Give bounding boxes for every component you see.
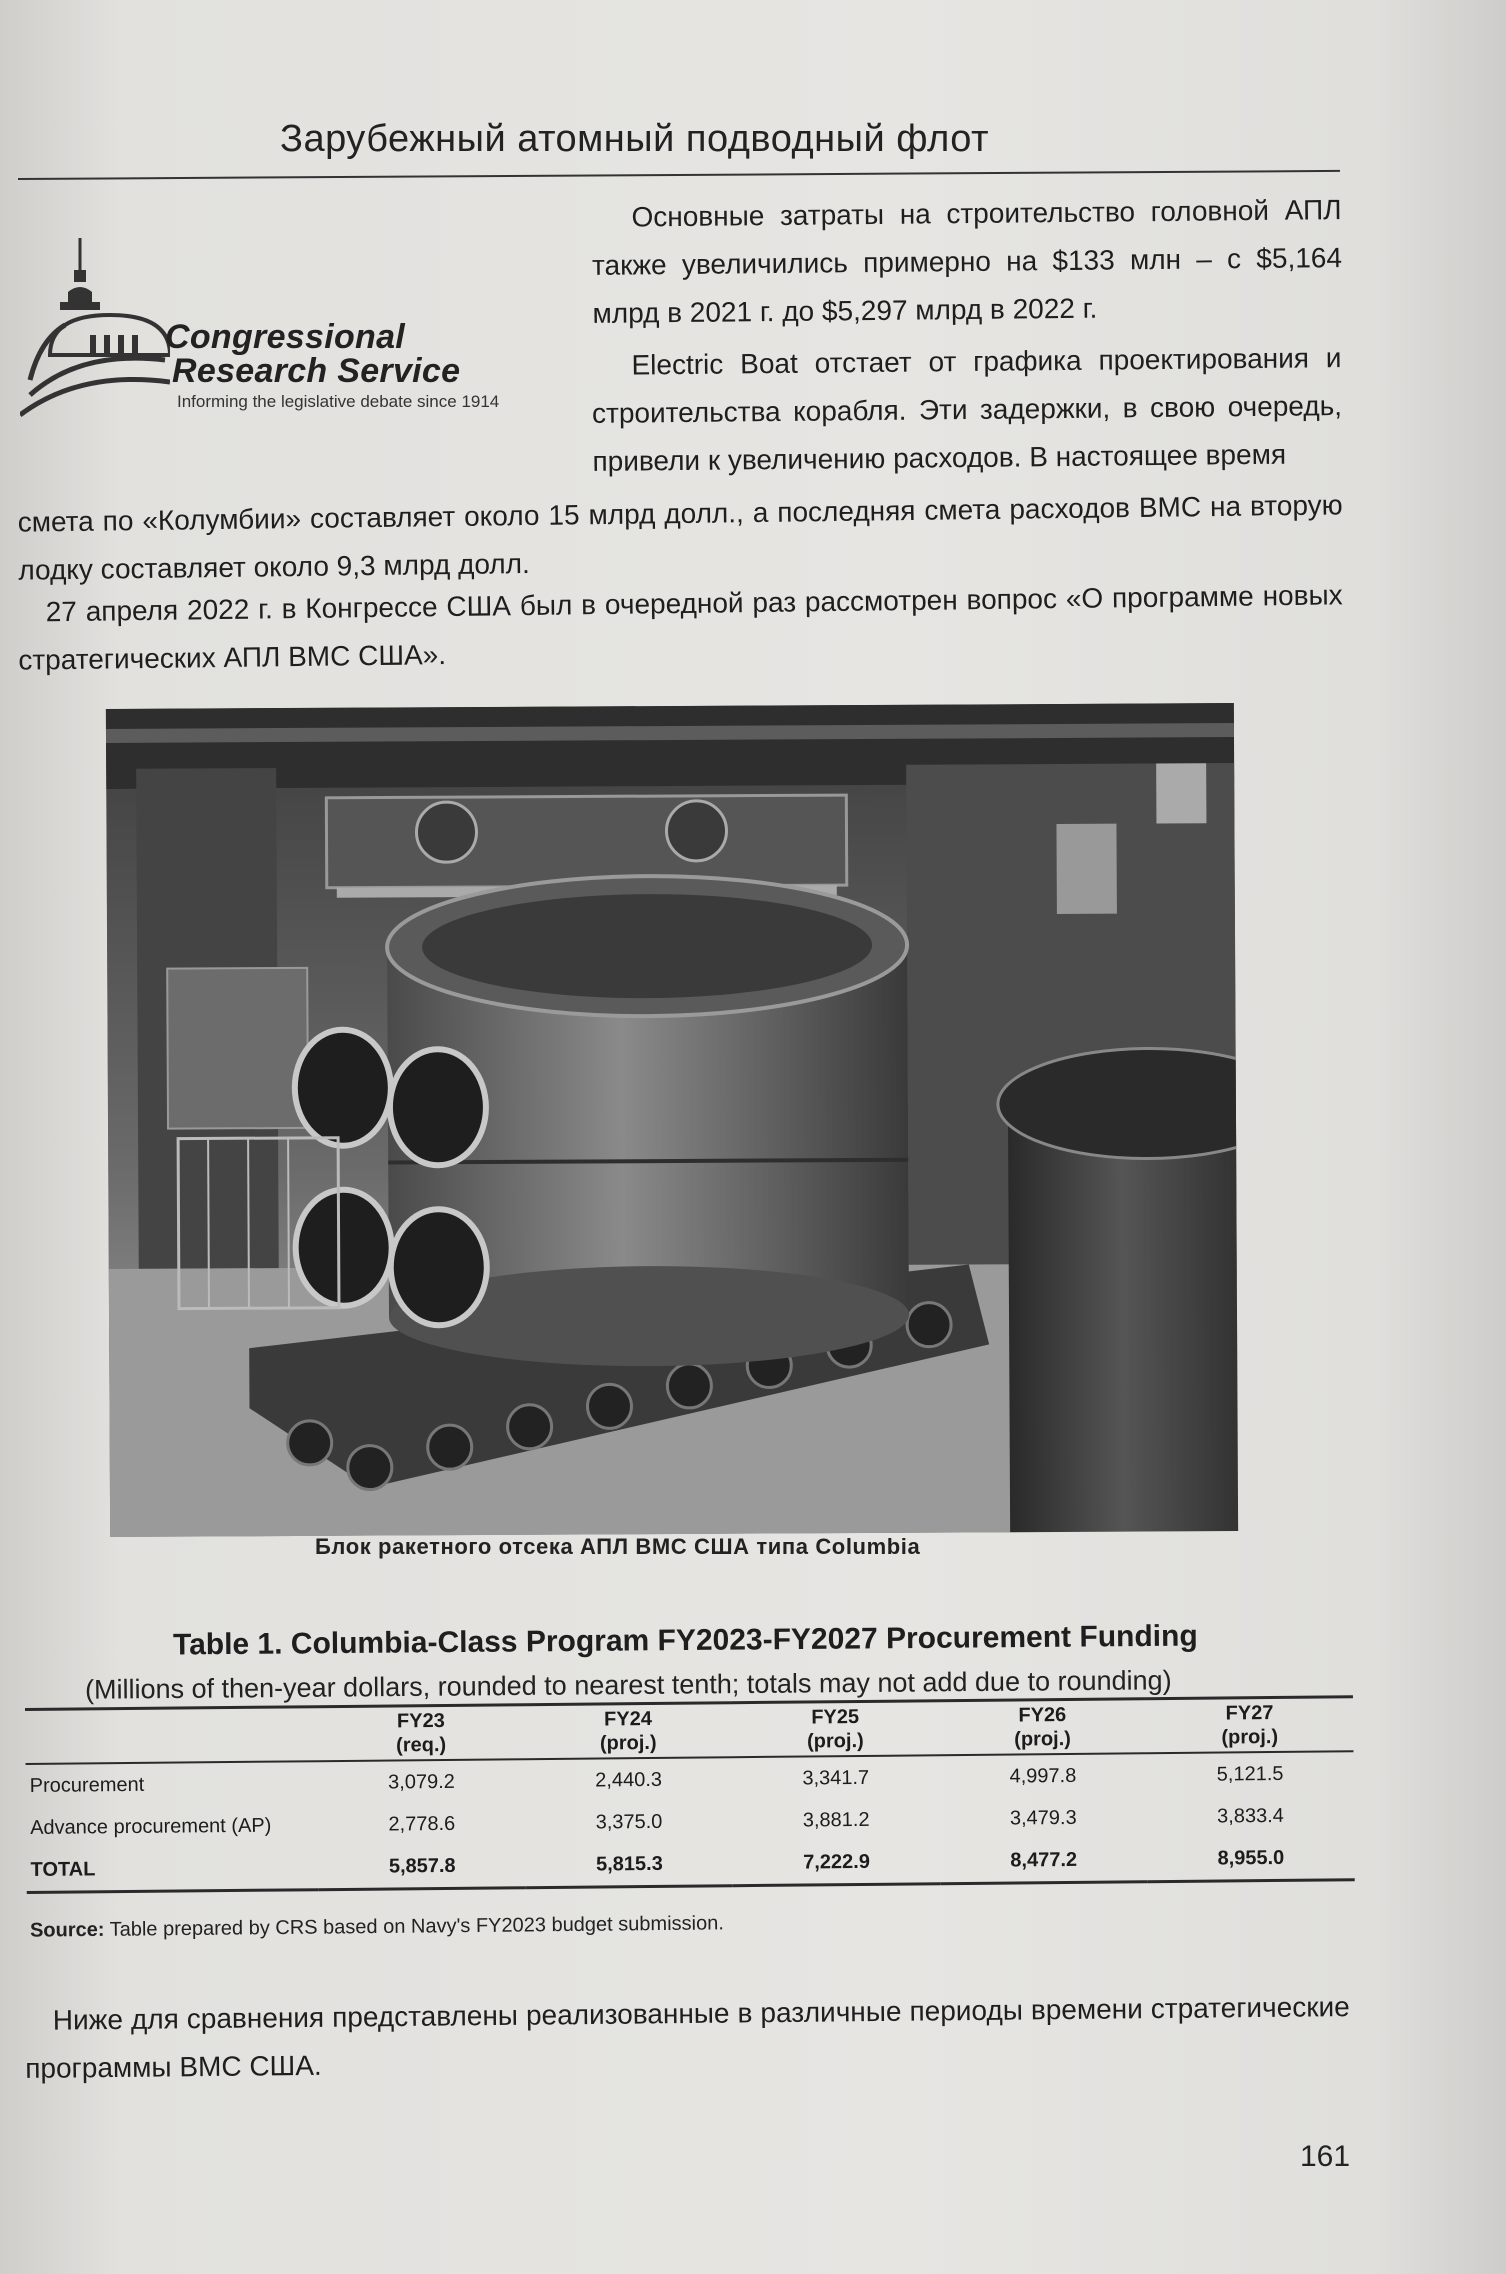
paragraph-3: 27 апреля 2022 г. в Конгрессе США был в очередной раз рассмотрен вопрос «О программе новых стратегических АПЛ ВМС США». [18,579,1343,676]
column-header: FY25 (proj.) [806,1705,864,1753]
source-text: Table prepared by CRS based on Navy's FY2023 budget submission. [109,1912,724,1941]
paragraph-2-top: Electric Boat отстает от графика проектирования и строительства корабля. Эти задержки, в свою очередь, привели к увеличению расходов. В настоящее время [591,342,1343,477]
column-header: FY23 (req.) [396,1709,447,1757]
table-cell: 5,815.3 [595,1852,663,1876]
page-number: 161 [1300,2140,1351,2173]
logo-line-2: Research Service [172,352,461,390]
table-cell: 3,341.7 [802,1766,870,1790]
table-cell: 7,222.9 [803,1850,871,1874]
crs-logo [20,230,580,430]
table-source [30,1912,724,1942]
table-cell: 5,121.5 [1216,1762,1284,1786]
logo-line-1: Congressional [165,318,406,356]
capitol-dome-icon [20,230,170,430]
column-header: FY24 (proj.) [599,1707,657,1755]
table-cell: 3,881.2 [802,1808,870,1832]
row-label: Advance procurement (AP) [30,1814,272,1839]
column-header: FY27 (proj.) [1221,1702,1279,1749]
shipyard-illustration [106,703,1238,1537]
source-label: Source: [29,1918,105,1942]
column-header: FY26 (proj.) [1014,1704,1071,1751]
figure-caption: Блок ракетного отсека АПЛ ВМС США типа Columbia [315,1534,921,1559]
paragraph-2-bottom: смета по «Колумбии» составляет около 15 млрд долл., а последняя смета расходов ВМС на вторую лодку составляет около 9,3 млрд долл. [17,489,1343,586]
table-cell: 3,079.2 [387,1770,455,1794]
table-cell: 4,997.8 [1009,1764,1077,1788]
funding-table [25,1695,1355,1894]
table-cell: 3,479.3 [1009,1806,1077,1830]
table-subtitle: (Millions of then-year dollars, rounded to nearest tenth; totals may not add due to rounding) [84,1665,1172,1705]
table-cell: 3,833.4 [1217,1804,1284,1828]
table-cell: 5,857.8 [388,1854,456,1878]
logo-tagline: Informing the legislative debate since 1914 [177,392,500,411]
header-rule [18,170,1340,180]
table-cell: 3,375.0 [595,1810,663,1834]
paragraph-4: Ниже для сравнения представлены реализованные в различные периоды времени стратегические программы ВМС США. [25,1991,1350,2084]
paragraph-1: Основные затраты на строительство головной АПЛ также увеличились примерно на $133 млн – с $5,164 млрд в 2021 г. до $5,297 млрд в 2022 г. [591,194,1343,329]
row-label: Procurement [29,1773,145,1797]
table-cell: 2,440.3 [595,1768,663,1792]
running-title: Зарубежный атомный подводный флот [280,118,989,160]
table-cell: 2,778.6 [388,1812,456,1836]
table-cell: 8,477.2 [1010,1848,1078,1872]
page-shadow [1376,0,1506,2274]
table-title: Table 1. Columbia-Class Program FY2023-FY2027 Procurement Funding [172,1619,1198,1662]
table-cell: 8,955.0 [1217,1846,1285,1870]
header-blank [25,1707,318,1764]
missile-compartment-photo [106,703,1238,1537]
row-label: TOTAL [30,1857,96,1881]
